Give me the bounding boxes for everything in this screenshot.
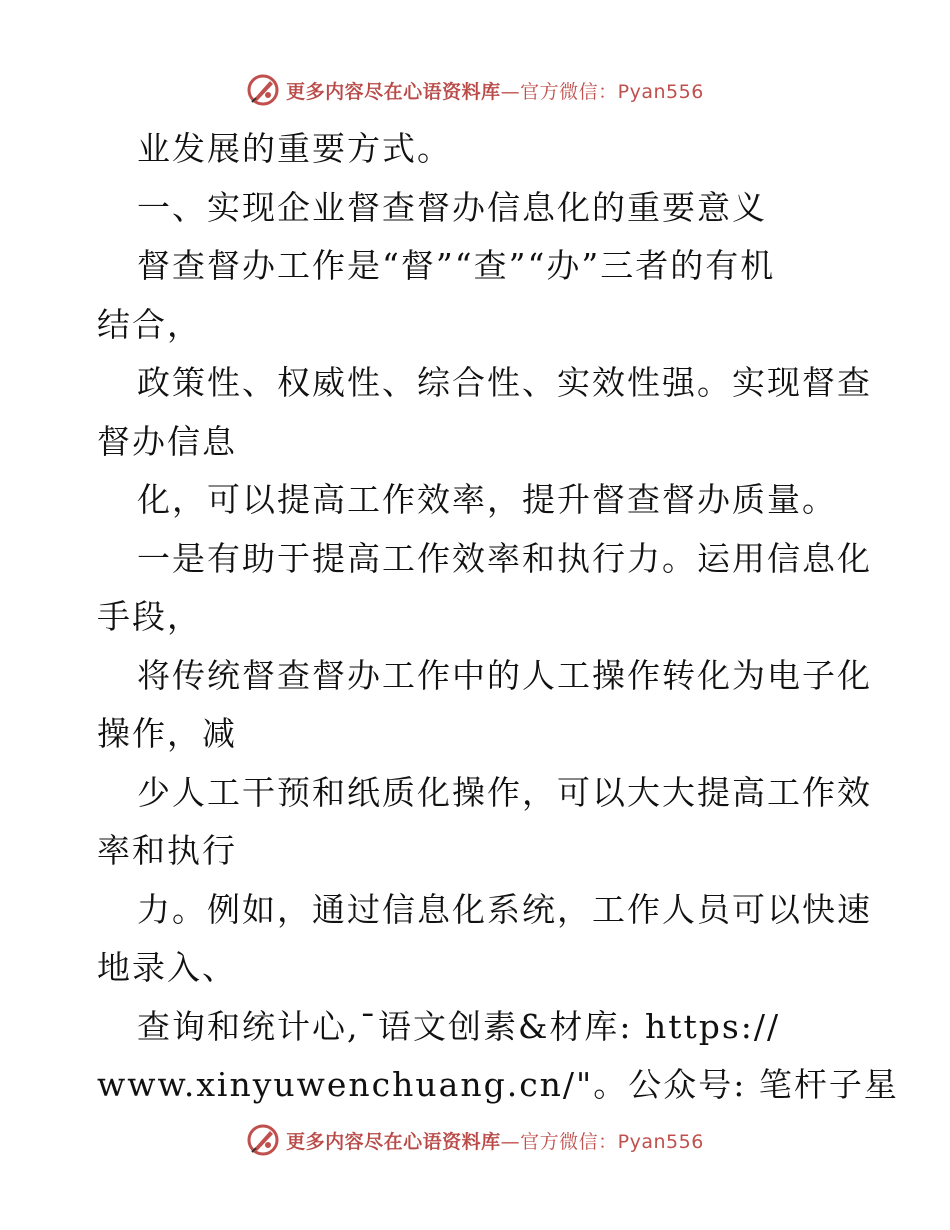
quill-seal-icon xyxy=(246,1123,280,1157)
body-line: 督查督办工作是“督”“查”“办”三者的有机 xyxy=(137,246,776,285)
body-line: 操作，减 xyxy=(97,714,237,753)
body-line: 率和执行 xyxy=(97,831,237,870)
header-banner-sub: —官方微信：Pyan556 xyxy=(500,80,704,103)
body-line: 结合， xyxy=(97,304,202,344)
body-line: 督办信息 xyxy=(97,421,237,461)
body-line: 化，可以提高工作效率，提升督查督办质量。 xyxy=(137,480,837,519)
body-line: 地录入、 xyxy=(97,948,237,987)
body-line: 力。例如，通过信息化系统，工作人员可以快速 xyxy=(137,889,872,929)
body-line: 手段， xyxy=(97,597,202,636)
body-line: 业发展的重要方式。 xyxy=(137,129,452,168)
document-body xyxy=(97,120,899,1115)
header-banner[interactable] xyxy=(0,70,950,110)
body-line: www.xinyuwenchuang.cn/"。公众号: 笔杆子星 xyxy=(97,1065,899,1104)
body-line: 少人工干预和纸质化操作，可以大大提高工作效 xyxy=(137,772,872,812)
header-banner-text xyxy=(286,77,704,104)
footer-banner[interactable] xyxy=(0,1120,950,1160)
footer-banner-text xyxy=(286,1127,704,1154)
body-line: 一是有助于提高工作效率和执行力。运用信息化 xyxy=(137,538,872,578)
footer-banner-sub: —官方微信：Pyan556 xyxy=(500,1130,704,1153)
body-line: 政策性、权威性、综合性、实效性强。实现督查 xyxy=(137,363,872,402)
quill-seal-icon xyxy=(246,73,280,107)
footer-banner-main: 更多内容尽在心语资料库 xyxy=(286,1130,501,1153)
header-banner-main: 更多内容尽在心语资料库 xyxy=(286,80,501,103)
body-line: 查询和统计心,¯语文创素&材库: https:// xyxy=(137,1006,781,1046)
section-heading: 一、实现企业督查督办信息化的重要意义 xyxy=(137,187,767,227)
body-line: 将传统督查督办工作中的人工操作转化为电子化 xyxy=(137,655,872,695)
